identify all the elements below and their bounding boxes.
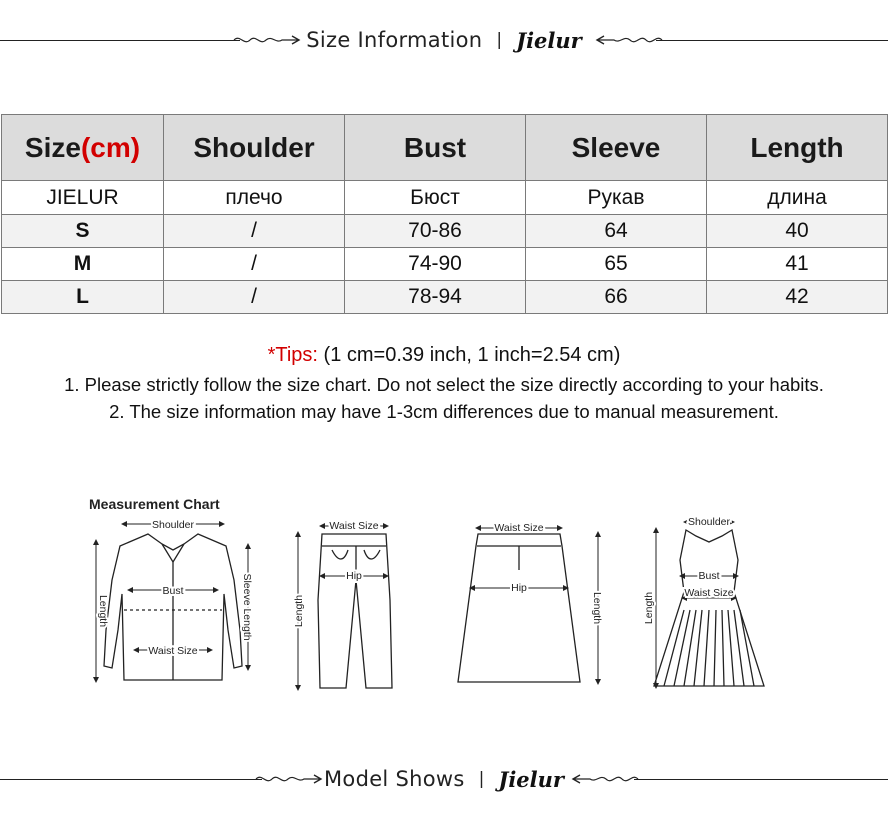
measurement-chart	[0, 490, 888, 710]
skirt-figure-icon	[458, 534, 580, 682]
header-length: Length	[707, 115, 888, 181]
tips-conversion	[0, 344, 888, 367]
dress-bust-label: Bust	[698, 570, 720, 582]
table-header-row	[2, 115, 888, 181]
section-title: Size Information	[306, 28, 483, 52]
cell-length: 40	[707, 215, 888, 248]
dress-waist-label: Waist Size	[684, 587, 734, 599]
subheader-size: JIELUR	[2, 181, 164, 215]
shirt-figure-icon	[104, 534, 242, 680]
measurement-chart-drawing	[0, 490, 888, 710]
cell-shoulder: /	[164, 215, 345, 248]
size-information-header	[0, 23, 888, 57]
cell-bust: 74-90	[345, 248, 526, 281]
tips-conversion-text: (1 cm=0.39 inch, 1 inch=2.54 cm)	[318, 344, 621, 366]
cell-length: 42	[707, 281, 888, 314]
table-row	[2, 248, 888, 281]
pants-length-label: Length	[293, 594, 305, 628]
header-size: Size(cm)	[2, 115, 164, 181]
shirt-waist-label: Waist Size	[148, 645, 198, 657]
table-subheader-row	[2, 181, 888, 215]
shirt-sleeve-label: Sleeve Length	[241, 573, 253, 641]
section-title: Model Shows	[324, 767, 465, 791]
shirt-bust-label: Bust	[162, 585, 184, 597]
tips-line-2: 2. The size information may have 1-3cm differences due to manual measurement.	[109, 401, 779, 422]
model-shows-header	[0, 762, 888, 796]
shirt-length-label: Length	[97, 594, 109, 628]
subheader-sleeve: Рукав	[526, 181, 707, 215]
cell-sleeve: 65	[526, 248, 707, 281]
subheader-length: длина	[707, 181, 888, 215]
dress-figure-icon	[654, 530, 764, 686]
shirt-shoulder-label: Shoulder	[151, 519, 195, 531]
subheader-shoulder: плечо	[164, 181, 345, 215]
brand-logo: Jielur	[516, 27, 582, 53]
subheader-bust: Бюст	[345, 181, 526, 215]
tips-line-1: 1. Please strictly follow the size chart. Do not select the size directly according to your habits.	[64, 374, 824, 395]
header-bust: Bust	[345, 115, 526, 181]
size-table	[1, 114, 888, 314]
dress-shoulder-label: Shoulder	[687, 516, 731, 528]
header-size-unit: (cm)	[80, 131, 141, 163]
pants-waist-label: Waist Size	[329, 520, 379, 532]
cell-bust: 78-94	[345, 281, 526, 314]
cell-size: S	[2, 215, 164, 248]
chart-title: Measurement Chart	[89, 496, 220, 512]
pants-hip-label: Hip	[346, 570, 362, 582]
table-row	[2, 215, 888, 248]
cell-size: L	[2, 281, 164, 314]
brand-logo: Jielur	[498, 766, 564, 792]
cell-bust: 70-86	[345, 215, 526, 248]
skirt-length-label: Length	[591, 591, 603, 625]
tips-label: *Tips:	[267, 344, 318, 366]
table-row	[2, 281, 888, 314]
cell-length: 41	[707, 248, 888, 281]
cell-sleeve: 64	[526, 215, 707, 248]
title-separator: |	[496, 30, 503, 50]
cell-sleeve: 66	[526, 281, 707, 314]
cell-shoulder: /	[164, 248, 345, 281]
cell-shoulder: /	[164, 281, 345, 314]
title-separator: |	[478, 769, 485, 789]
header-sleeve: Sleeve	[526, 115, 707, 181]
skirt-waist-label: Waist Size	[494, 522, 544, 534]
pants-figure-icon	[318, 534, 392, 688]
dress-length-label: Length	[643, 591, 655, 625]
header-shoulder: Shoulder	[164, 115, 345, 181]
skirt-hip-label: Hip	[511, 582, 527, 594]
cell-size: M	[2, 248, 164, 281]
